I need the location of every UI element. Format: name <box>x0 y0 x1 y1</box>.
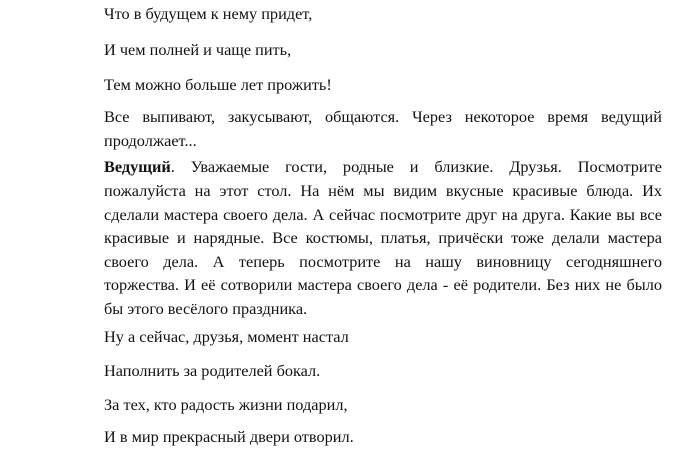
narration-paragraph <box>104 105 662 152</box>
paragraph-line: бы этого весёлого праздника. <box>104 298 308 318</box>
verse-line: И в мир прекрасный двери отворил. <box>104 427 354 446</box>
verse-line: И чем полней и чаще пить, <box>104 40 292 59</box>
paragraph-line: красивые и нарядные. Все костюмы, платья, причёски тоже делали мастера <box>104 228 662 248</box>
paragraph-line: торжества. И её сотворили мастера своего дела - её родители. Без них не было <box>104 275 662 295</box>
verse-line: Что в будущем к нему придет, <box>104 4 313 23</box>
verse-line: Наполнить за родителей бокал. <box>104 361 321 380</box>
speech-text: . Уважаемые гости, родные и близкие. Друзья. Посмотрите <box>170 157 662 176</box>
speaker-name: Ведущий <box>104 157 171 176</box>
paragraph-line: сделали мастера своего дела. А сейчас посмотрите друг на друга. Какие вы все <box>104 204 662 224</box>
verse-line: Тем можно больше лет прожить! <box>104 75 332 94</box>
paragraph-line: продолжает... <box>104 130 197 150</box>
paragraph-line: пожалуйста на этот стол. На нём мы видим вкусные красивые блюда. Их <box>104 181 662 200</box>
verse-line: Ну а сейчас, друзья, момент настал <box>104 327 349 346</box>
paragraph-first-line <box>104 155 662 179</box>
verse-line: За тех, кто радость жизни подарил, <box>104 395 348 414</box>
host-speech-continuation <box>104 179 662 321</box>
host-speech-paragraph <box>104 155 662 179</box>
paragraph-line: своего дела. А теперь посмотрите на нашу виновницу сегодняшнего <box>104 251 662 271</box>
paragraph-line: Все выпивают, закусывают, общаются. Через некоторое время ведущий <box>104 107 662 126</box>
